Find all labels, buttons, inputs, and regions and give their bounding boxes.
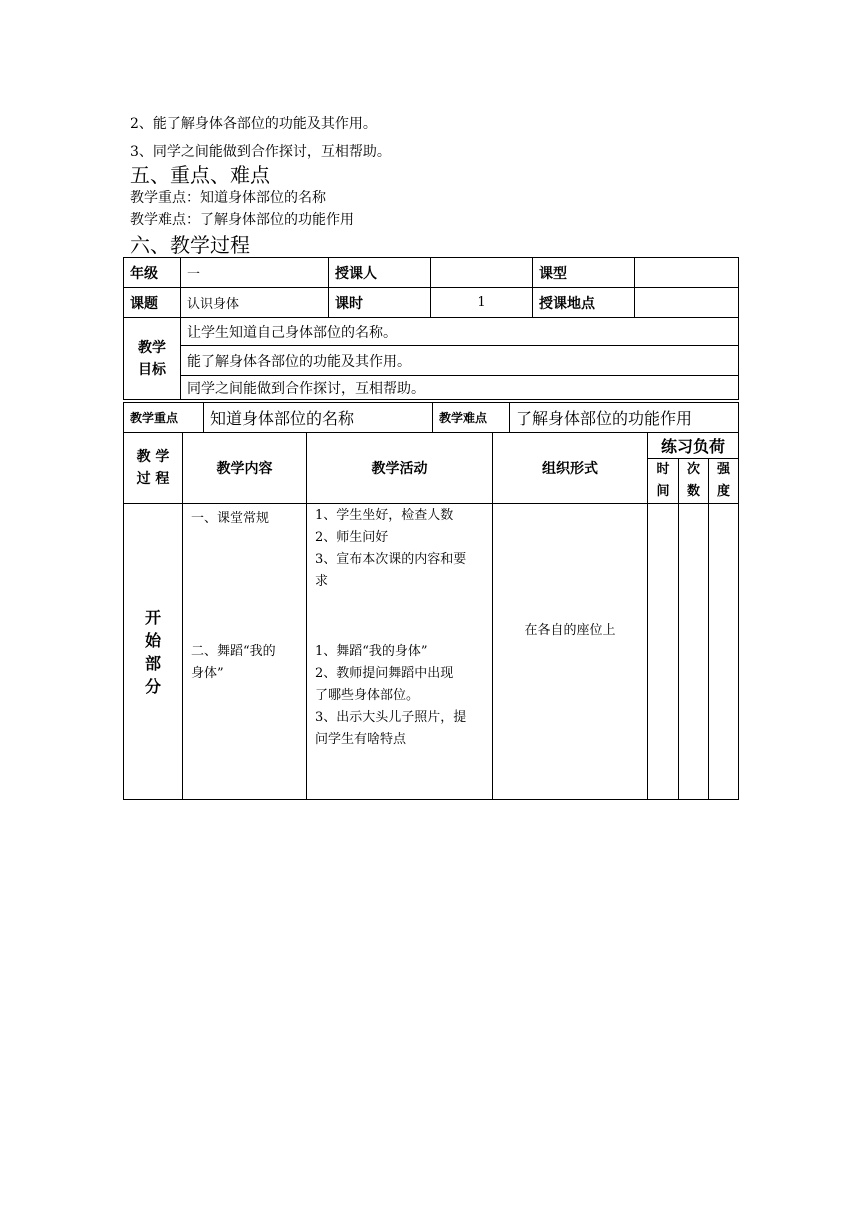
activity-1-line-3: 3、宣布本次课的内容和要: [315, 552, 467, 567]
stage-char-2: 始: [144, 630, 161, 650]
topic-value: 认识身体: [181, 288, 329, 318]
time-header-line-2: 间: [656, 484, 670, 499]
difficulty-value: 了解身体部位的功能作用: [510, 403, 739, 433]
place-value: [635, 288, 739, 318]
difficulty-label: 教学难点: [433, 403, 510, 433]
stage-char-4: 分: [144, 676, 161, 696]
activity-1-line-2: 2、师生问好: [315, 530, 389, 545]
place-label: 授课地点: [533, 288, 635, 318]
objective-2: 能了解身体各部位的功能及其作用。: [181, 346, 739, 376]
objectives-label: [124, 318, 181, 400]
intensity-header-line-1: 强: [716, 462, 730, 477]
activity-2-line-3: 了哪些身体部位。: [315, 688, 420, 703]
process-header: [124, 433, 183, 504]
stage-start: [124, 504, 183, 800]
focus-value: 知道身体部位的名称: [204, 403, 433, 433]
goal-3-text: 3、同学之间能做到合作探讨，互相帮助。: [130, 144, 391, 160]
teacher-value: [431, 258, 533, 288]
teaching-process-table: [123, 432, 739, 800]
objectives-label-line-2: 目标: [138, 361, 166, 378]
hours-value: 1: [431, 288, 533, 318]
topic-label: 课题: [124, 288, 181, 318]
count-cell: [679, 504, 709, 800]
intensity-header: [709, 459, 739, 504]
intensity-cell: [709, 504, 739, 800]
activity-cell: [307, 504, 493, 800]
stage-char-3: 部: [144, 653, 161, 673]
stage-char-1: 开: [144, 607, 161, 627]
organization-text: 在各自的座位上: [524, 623, 616, 638]
objectives-label-line-1: 教学: [138, 339, 166, 356]
grade-label: 年级: [124, 258, 181, 288]
activity-2-line-1: 1、舞蹈“我的身体”: [315, 644, 428, 659]
activity-2-line-4: 3、出示大头儿子照片，提: [315, 710, 467, 725]
activity-header: 教学活动: [307, 433, 493, 504]
activity-1-line-4: 求: [315, 574, 329, 589]
activity-1-line-1: 1、学生坐好，检查人数: [315, 508, 454, 523]
content-header: 教学内容: [183, 433, 307, 504]
goal-2-text: 2、能了解身体各部位的功能及其作用。: [130, 116, 377, 132]
objective-3: 同学之间能做到合作探讨，互相帮助。: [181, 376, 739, 400]
section-6-heading: 六、教学过程: [130, 233, 250, 257]
activity-group-1: [315, 505, 466, 593]
lesson-info-table: [123, 257, 739, 400]
time-header: [648, 459, 679, 504]
activity-2-line-2: 2、教师提问舞蹈中出现: [315, 666, 454, 681]
content-cell: [183, 504, 307, 800]
focus-difficulty-table: [123, 402, 739, 433]
content-item-1: 一、课堂常规: [191, 511, 270, 526]
focus-label: 教学重点: [124, 403, 204, 433]
difficulty-text: 教学难点：了解身体部位的功能作用: [130, 212, 354, 228]
organization-cell: [493, 504, 648, 800]
content-item-2-line-2: 身体”: [191, 666, 224, 681]
process-header-line-1: 教 学: [136, 449, 170, 465]
process-header-line-2: 过 程: [136, 471, 170, 487]
content-item-2-line-1: 二、舞蹈“我的: [191, 644, 276, 659]
organization-header: 组织形式: [493, 433, 648, 504]
count-header-line-1: 次: [686, 462, 700, 477]
activity-2-line-5: 问学生有啥特点: [315, 732, 407, 747]
key-point-text: 教学重点：知道身体部位的名称: [130, 190, 326, 206]
activity-group-2: [315, 641, 466, 751]
load-header: 练习负荷: [648, 433, 739, 459]
type-label: 课型: [533, 258, 635, 288]
teacher-label: 授课人: [329, 258, 431, 288]
section-5-heading: 五、重点、难点: [130, 163, 270, 187]
grade-value: 一: [181, 258, 329, 288]
hours-label: 课时: [329, 288, 431, 318]
count-header: [679, 459, 709, 504]
count-header-line-2: 数: [686, 484, 700, 499]
content-item-2: [191, 641, 276, 685]
type-value: [635, 258, 739, 288]
intensity-header-line-2: 度: [716, 484, 730, 499]
time-cell: [648, 504, 679, 800]
objective-1: 让学生知道自己身体部位的名称。: [181, 318, 739, 346]
time-header-line-1: 时: [656, 462, 670, 477]
